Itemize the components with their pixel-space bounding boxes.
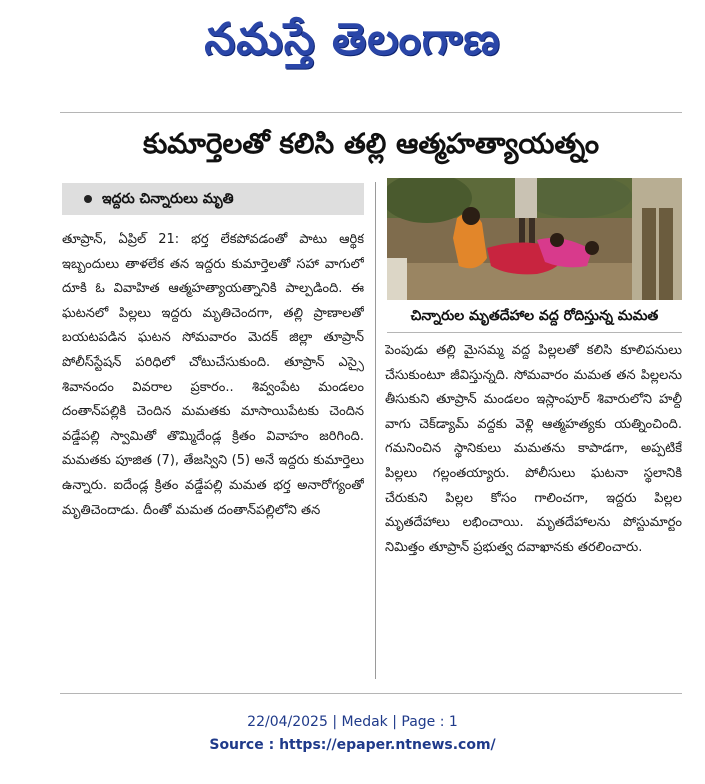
top-divider <box>60 112 682 113</box>
photo-caption: చిన్నారుల మృతదేహాల వద్ద రోదిస్తున్న మమత <box>410 308 659 324</box>
footer-meta <box>0 712 705 732</box>
article-body-right: పెంపుడు తల్లి మైసమ్మ వద్ద పిల్లలతో కలిసి కూలిపనులు చేసుకుంటూ జీవిస్తున్నది. సోమవారం మమత తన పిల్లలను తీసుకుని తూప్రాన్‌ మండలం ఇస్లాంపూర్‌ శివారులోని హల్దీ వాగు చెక్‌డ్యామ్‌ వద్దకు వెళ్లి ఆత్మహత్యకు యత్నించింది. గమనించిన స్థానికులు మమతను కాపాడగా, అప్పటికే పిల్లలు గల్లంతయ్యారు. పోలీసులు ఘటనా స్థలానికి చేరుకుని పిల్లల కోసం గాలించగా, ఇద్దరు పిల్లల మృతదేహాలు లభించాయి. మృతదేహాలను పోస్టుమార్టం నిమిత్తం తూప్రాన్‌ ప్రభుత్వ దవాఖానకు తరలించారు. <box>385 343 682 555</box>
photo-illustration <box>387 178 682 300</box>
masthead-logo: నమస్తే తెలంగాణ <box>204 14 501 65</box>
footer-separator: | <box>332 714 338 730</box>
source-link[interactable]: https://epaper.ntnews.com/ <box>279 737 496 753</box>
caption-divider <box>387 332 682 333</box>
footer-page: Page : 1 <box>401 714 458 730</box>
article-photo <box>387 178 682 300</box>
source-label: Source : <box>209 737 275 753</box>
subheadline: ఇద్దరు చిన్నారులు మృతి <box>102 191 234 207</box>
bullet-icon <box>84 195 92 203</box>
footer-source <box>0 735 705 755</box>
column-divider <box>375 182 376 679</box>
article-body-left: తూప్రాన్‌, ఏప్రిల్‌ 21: భర్త లేకపోవడంతో పాటు ఆర్థిక ఇబ్బందులు తాళలేక తన ఇద్దరు కుమార్తెలతో సహా వాగులో దూకి ఓ వివాహిత ఆత్మహత్యాయత్నానికి పాల్పడింది. ఈ ఘటనలో పిల్లలు ఇద్దరు మృతిచెందగా, తల్లి ప్రాణాలతో బయటపడిన ఘటన సోమవారం మెదక్‌ జిల్లా తూప్రాన్‌ పోలీస్‌స్టేషన్‌ పరిధిలో చోటుచేసుకుంది. తూప్రాన్‌ ఎస్సై శివానందం వివరాల ప్రకారం.. శివ్వంపేట మండలం దంతాన్‌పల్లికి చెందిన మమతకు మాసాయిపేటకు చెందిన వడ్డేపల్లి స్వామితో తొమ్మిదేండ్ల క్రితం వివాహం జరిగింది. మమతకు పూజిత (7), తేజస్విని (5) అనే ఇద్దరు కుమార్తెలు ఉన్నారు. ఐదేండ్ల క్రితం వడ్డేపల్లి మమత భర్త అనారోగ్యంతో మృతిచెందాడు. దీంతో మమత దంతాన్‌పల్లిలోని తన <box>62 232 364 518</box>
article-headline: కుమార్తెలతో కలిసి తల్లి ఆత్మహత్యాయత్నం <box>142 127 600 160</box>
footer-edition: Medak <box>341 714 388 730</box>
footer-separator: | <box>392 714 397 730</box>
footer-date: 22/04/2025 <box>247 714 328 730</box>
bottom-divider <box>60 693 682 694</box>
subheadline-box <box>62 183 364 215</box>
